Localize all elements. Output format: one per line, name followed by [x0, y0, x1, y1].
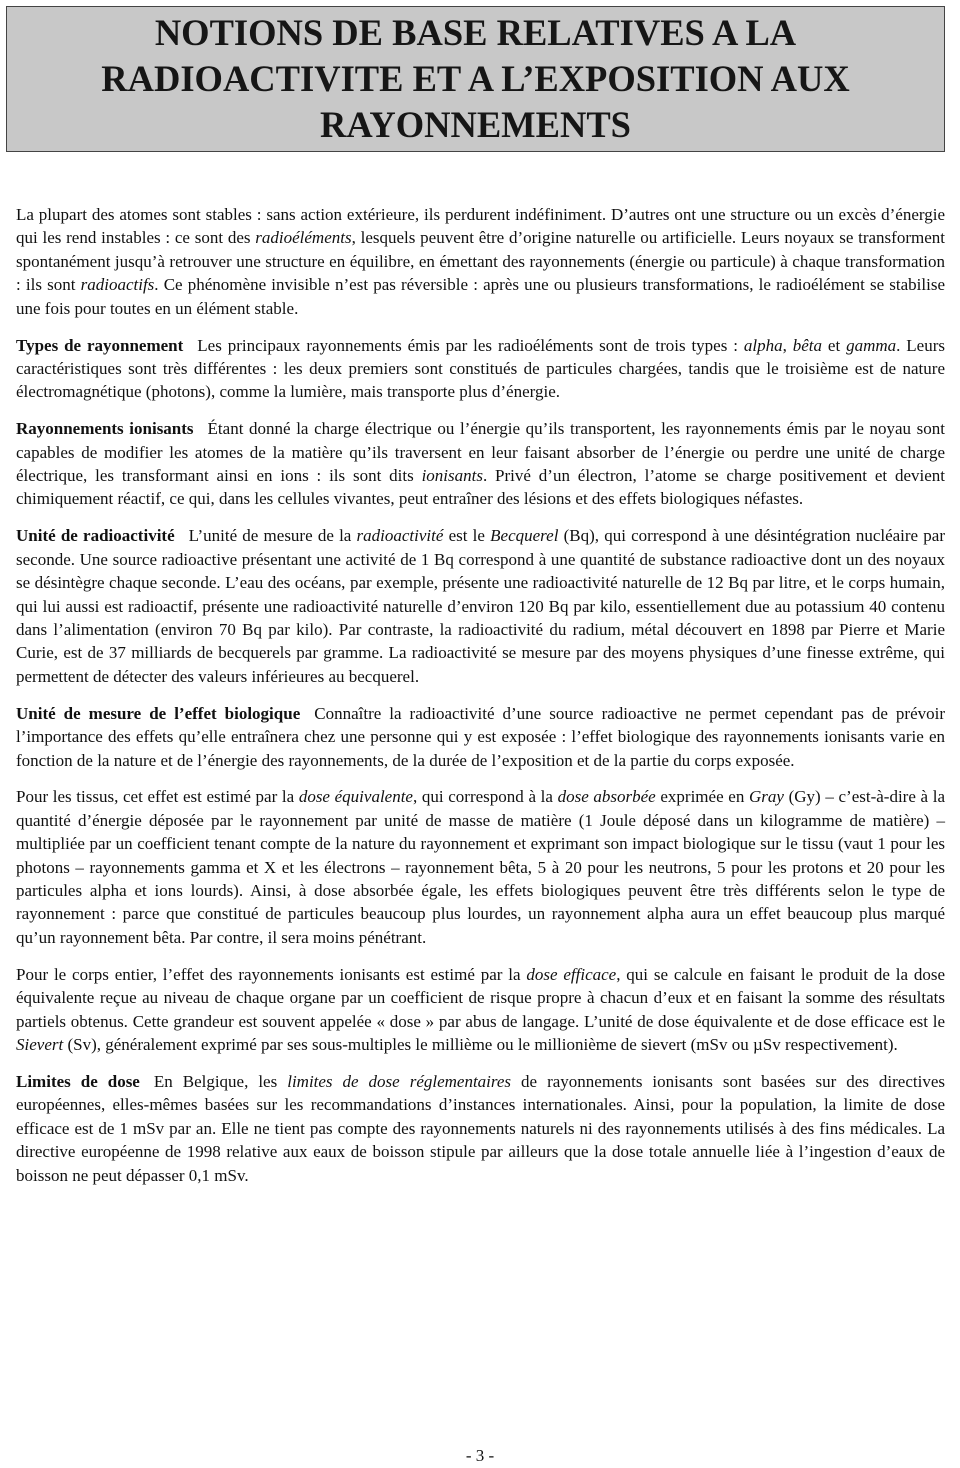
text: est le	[443, 526, 491, 546]
paragraph-corps	[16, 963, 945, 1057]
text: En Belgique, les	[153, 1071, 288, 1091]
section-heading: Rayonnements ionisants	[16, 419, 194, 439]
title-line: RADIOACTIVITE ET A L’EXPOSITION AUX	[101, 58, 850, 99]
text: (Bq), qui correspond à une désintégration nucléaire par seconde. Une source radioactive présentant une activité de 1 Bq correspond à une quantité de substance radioactive dont un des noyaux se désintègre chaque seconde. L’eau des océans, par exemple, présente une radioactivité naturelle de 12 Bq par litre, et le corps humain, qui lui aussi est radioactif, présente une radioactivité naturelle d’environ 120 Bq par kilo, essentiellement due au potassium 40 contenu dans l’alimentation (environ 70 Bq par kilo). Par contraste, la radioactivité du radium, métal découvert en 1898 par Pierre et Marie Curie, est de 37 milliards de becquerels par gramme. La radioactivité se mesure par des moyens physiques d’une finesse extrême, qui permettent de détecter des valeurs inférieures au becquerel.	[16, 526, 946, 686]
italic-term: alpha	[743, 335, 783, 355]
text: exprimée en	[655, 787, 749, 807]
text: La plupart des atomes sont stables : sans action extérieure, ils perdurent indéfiniment. D’autres ont une structure ou un excès d’énergie qui les rend instables : ce sont des	[16, 205, 945, 248]
italic-term: dose absorbée	[557, 787, 656, 807]
italic-term: dose efficace	[526, 964, 617, 984]
paragraph-unite	[16, 524, 945, 688]
italic-term: dose équivalente	[298, 787, 413, 807]
paragraph-limites	[16, 1070, 945, 1187]
text: . Ce phénomène invisible n’est pas réversible : après une ou plusieurs transformations, le radioélément se stabilise une fois pour toutes en un élément stable.	[16, 275, 946, 318]
text: (Sv), généralement exprimé par ses sous-multiples le millième ou le millionième de sievert (mSv ou µSv respectivement).	[63, 1035, 898, 1054]
text: Pour le corps entier, l’effet des rayonnements ionisants est estimé par la	[16, 964, 527, 984]
italic-term: ionisants	[421, 466, 483, 486]
title-line: NOTIONS DE BASE RELATIVES A LA	[154, 12, 797, 53]
page-title	[7, 10, 944, 148]
italic-term: radioéléments	[255, 228, 352, 248]
text: , qui correspond à la	[412, 787, 558, 807]
italic-term: radioactifs	[80, 275, 155, 295]
text: Les principaux rayonnements émis par les radioéléments sont de trois types :	[197, 335, 744, 355]
text: de rayonnements ionisants sont basées sur des directives européennes, elles-mêmes basées sur les recommandations d’instances internationales. Ainsi, pour la population, la limite de dose efficace est de 1 mSv par an. Elle ne tient pas compte des rayonnements naturels ni des rayonnements utilisés à des fins médicales. La directive européenne de 1998 relative aux eaux de boisson stipule par ailleurs que la dose totale annuelle liée à l’ingestion d’eaux de boisson ne peut dépasser 0,1 mSv.	[16, 1071, 946, 1185]
text: et	[822, 335, 847, 355]
text: Pour les tissus, cet effet est estimé par la	[16, 787, 299, 807]
italic-term: gamma	[846, 335, 897, 355]
text: . Leurs caractéristiques sont très différentes : les deux premiers sont constitués de particules chargées, tandis que le troisième est de nature électromagnétique (photons), comme la lumière, mais transporte plus d’énergie.	[16, 335, 945, 402]
text: , lesquels peuvent être d’origine naturelle ou artificielle. Leurs noyaux se transforment spontanément jusqu’à retrouver une structure en équilibre, en émettant des rayonnements (énergie ou particule) à chaque transformation : ils sont	[16, 228, 945, 295]
text: L’unité de mesure de la	[188, 526, 357, 546]
section-heading: Limites de dose	[16, 1071, 140, 1091]
italic-term: radioactivité	[356, 526, 444, 546]
title-box	[6, 6, 945, 152]
paragraph-ionisants	[16, 417, 945, 511]
text: Étant donné la charge électrique ou l’énergie qu’ils transportent, les rayonnements émis par le noyau sont capables de modifier les atomes de la matière qu’ils traversent en leur faisant absorber de l’énergie ou perdre une unité de charge électrique, les transformant ainsi en ions : ils sont dits	[16, 419, 946, 486]
section-heading: Types de rayonnement	[16, 335, 184, 355]
text: . Privé d’un électron, l’atome se charge positivement et devient chimiquement réactif, ce qui, dans les cellules vivantes, peut entraîner des lésions et des effets biologiques néfastes.	[16, 466, 945, 509]
italic-term: bêta	[792, 335, 823, 355]
italic-term: Gray	[748, 787, 784, 807]
italic-term: limites de dose réglementaires	[287, 1071, 512, 1091]
document-body	[16, 203, 945, 1200]
paragraph-types	[16, 334, 945, 404]
paragraph-effet	[16, 702, 945, 772]
text: (Gy) – c’est-à-dire à la quantité d’énergie déposée par le rayonnement par unité de masse de matière (1 Joule déposé dans un kilogramme de matière) – multipliée par un coefficient tenant compte de la nature du rayonnement et exprimant son impact biologique sur le tissu (vaut 1 pour les photons – rayonnements gamma et X et les électrons – rayonnement bêta, 5 à 20 pour les neutrons, 5 pour les protons et 20 pour les particules alpha et ions lourds). Ainsi, à dose absorbée égale, les effets biologiques peuvent être très différents selon le type de rayonnement : parce que constitué de particules beaucoup plus lourdes, un rayonnement alpha aura un effet beaucoup plus marqué qu’un rayonnement bêta. Par contre, il sera moins pénétrant.	[16, 787, 945, 947]
italic-term: Becquerel	[490, 526, 559, 546]
text: , qui se calcule en faisant le produit de la dose équivalente reçue au niveau de chaque organe par un coefficient de risque propre à chacun d’eux et en faisant la somme des résultats partiels obtenus. Cette grandeur est souvent appelée « dose » par abus de langage. L’unité de dose équivalente et de dose efficace est le	[16, 964, 945, 1031]
paragraph-intro	[16, 203, 945, 320]
page-number: - 3 -	[465, 1446, 495, 1465]
text: Connaître la radioactivité d’une source radioactive ne permet cependant pas de prévoir l’importance des effets qu’elle entraînera chez une personne qui y est exposée : l’effet biologique des rayonnements ionisants varie en fonction de la nature et de l’énergie des rayonnements, de la durée de l’exposition et de la partie du corps exposée.	[16, 703, 946, 770]
text: ,	[782, 335, 793, 355]
section-heading: Unité de radioactivité	[16, 526, 175, 546]
section-heading: Unité de mesure de l’effet biologique	[16, 703, 301, 723]
italic-term: Sievert	[16, 1035, 64, 1054]
paragraph-tissus	[16, 785, 945, 949]
title-line: RAYONNEMENTS	[320, 104, 631, 145]
